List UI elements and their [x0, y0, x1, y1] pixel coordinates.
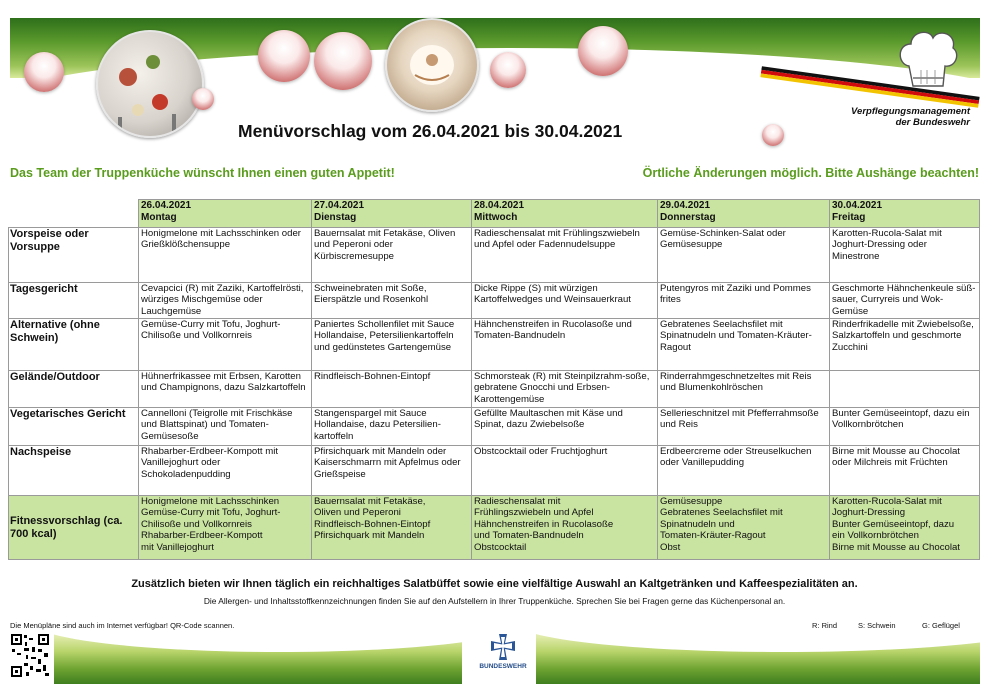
brand-label: Verpflegungsmanagement der Bundeswehr [851, 106, 970, 128]
legend-poultry: G: Geflügel [922, 621, 960, 630]
menu-cell: Gefüllte Maultaschen mit Käse und Spinat, dazu Zwiebelsoße [472, 408, 658, 446]
menu-cell: Putengyros mit Zaziki und Pommes frites [658, 283, 830, 319]
menu-cell: Cevapcici (R) mit Zaziki, Kartoffelrösti, würziges Mischgemüse oder Lauchgemüse [139, 283, 312, 319]
menu-cell [830, 371, 980, 408]
decor-orb [490, 52, 526, 88]
menu-cell: Hähnchenstreifen in Rucolasoße und Tomaten-Bandnudeln [472, 319, 658, 371]
table-header-row [9, 200, 980, 228]
footer-band-left [54, 634, 462, 684]
table-row-dessert [9, 446, 980, 496]
row-label: Vegetarisches Gericht [9, 408, 139, 446]
decor-orb [258, 30, 310, 82]
menu-cell: Rindfleisch-Bohnen-Eintopf [312, 371, 472, 408]
menu-cell: Dicke Rippe (S) mit würzigen Kartoffelwedges und Weinsauerkraut [472, 283, 658, 319]
header-empty-cell [9, 200, 139, 228]
menu-cell: Hühnerfrikassee mit Erbsen, Karotten und Champignons, dazu Salzkartoffeln [139, 371, 312, 408]
footer-band-right [536, 634, 980, 684]
day-header-friday: 30.04.2021 Freitag [830, 200, 980, 228]
decor-orb [578, 26, 628, 76]
legend-pork: S: Schwein [858, 621, 896, 630]
decor-orb [762, 124, 784, 146]
decor-orb [192, 88, 214, 110]
menu-cell: Gebratenes Seelachsfilet mit Spinatnudeln und Tomaten-Kräuter-Ragout [658, 319, 830, 371]
menu-cell: Rinderrahmgeschnetzeltes mit Reis und Blumenkohlröschen [658, 371, 830, 408]
bundeswehr-logo: BUNDESWEHR [478, 633, 528, 670]
table-row-vegetarian [9, 408, 980, 446]
fitness-cell: Karotten-Rucola-Salat mit Joghurt-Dressing Bunter Gemüseeintopf, dazu ein Vollkornbrötchen Birne mit Mousse au Chocolat [830, 496, 980, 560]
menu-cell: Obstcocktail oder Fruchtjoghurt [472, 446, 658, 496]
greeting-right: Örtliche Änderungen möglich. Bitte Aushänge beachten! [642, 166, 979, 180]
menu-table [8, 199, 980, 560]
menu-cell: Schweinebraten mit Soße, Eierspätzle und Rosenkohl [312, 283, 472, 319]
menu-cell: Bauernsalat mit Fetakäse, Oliven und Peperoni oder Kürbiscremesuppe [312, 228, 472, 283]
allergen-note: Die Allergen- und Inhaltsstoffkennzeichnungen finden Sie auf den Aufstellern in Ihrer Truppenküche. Sprechen Sie bei Fragen gerne das Küchenpersonal an. [203, 596, 786, 606]
menu-cell: Radieschensalat mit Frühlingszwiebeln und Apfel oder Fadennudelsuppe [472, 228, 658, 283]
menu-cell: Gemüse-Curry mit Tofu, Joghurt-Chilisoße und Vollkornreis [139, 319, 312, 371]
table-row-fitness [9, 496, 980, 560]
menu-cell: Gemüse-Schinken-Salat oder Gemüsesuppe [658, 228, 830, 283]
menu-cell: Birne mit Mousse au Chocolat oder Milchreis mit Früchten [830, 446, 980, 496]
menu-cell: Cannelloni (Teigrolle mit Frischkäse und Blattspinat) und Tomaten-Gemüsesoße [139, 408, 312, 446]
table-row-main [9, 283, 980, 319]
row-label: Tagesgericht [9, 283, 139, 319]
fitness-cell: Gemüsesuppe Gebratenes Seelachsfilet mit Spinatnudeln und Tomaten-Kräuter-Ragout Obst [658, 496, 830, 560]
table-row-alternative [9, 319, 980, 371]
day-header-wednesday: 28.04.2021 Mittwoch [472, 200, 658, 228]
food-photo-dessert [385, 18, 479, 112]
fitness-cell: Honigmelone mit Lachsschinken Gemüse-Curry mit Tofu, Joghurt- Chilisoße und Vollkornreis Rhabarber-Erdbeer-Kompott mit Vanillejoghurt [139, 496, 312, 560]
fitness-cell: Radieschensalat mit Frühlingszwiebeln und Apfel Hähnchenstreifen in Rucolasoße und Tomaten-Bandnudeln Obstcocktail [472, 496, 658, 560]
qr-code-icon[interactable] [10, 633, 50, 678]
qr-note: Die Menüpläne sind auch im Internet verfügbar! QR-Code scannen. [10, 621, 235, 630]
day-header-tuesday: 27.04.2021 Dienstag [312, 200, 472, 228]
day-header-monday: 26.04.2021 Montag [139, 200, 312, 228]
menu-cell: Sellerieschnitzel mit Pfefferrahmsoße und Reis [658, 408, 830, 446]
page-title: Menüvorschlag vom 26.04.2021 bis 30.04.2021 [238, 121, 623, 141]
iron-cross-icon [490, 633, 516, 661]
row-label: Gelände/Outdoor [9, 371, 139, 408]
table-row-starter [9, 228, 980, 283]
menu-cell: Bunter Gemüseeintopf, dazu ein Vollkornbrötchen [830, 408, 980, 446]
menu-cell: Karotten-Rucola-Salat mit Joghurt-Dressing oder Minestrone [830, 228, 980, 283]
row-label: Fitnessvorschlag (ca. 700 kcal) [9, 496, 139, 560]
menu-cell: Erdbeercreme oder Streuselkuchen oder Vanillepudding [658, 446, 830, 496]
menu-cell: Rhabarber-Erdbeer-Kompott mit Vanillejoghurt oder Schokoladenpudding [139, 446, 312, 496]
decor-orb [24, 52, 64, 92]
table-row-outdoor [9, 371, 980, 408]
greeting-left: Das Team der Truppenküche wünscht Ihnen einen guten Appetit! [10, 166, 395, 180]
menu-cell: Pfirsichquark mit Mandeln oder Kaiserschmarrn mit Apfelmus oder Grießspeise [312, 446, 472, 496]
chef-hat-icon [895, 26, 959, 96]
row-label: Nachspeise [9, 446, 139, 496]
menu-cell: Rinderfrikadelle mit Zwiebelsoße, Salzkartoffeln und geschmorte Zucchini [830, 319, 980, 371]
fitness-cell: Bauernsalat mit Fetakäse, Oliven und Peperoni Rindfleisch-Bohnen-Eintopf Pfirsichquark mit Mandeln [312, 496, 472, 560]
legend-beef: R: Rind [812, 621, 838, 630]
day-header-thursday: 29.04.2021 Donnerstag [658, 200, 830, 228]
menu-cell: Stangenspargel mit Sauce Hollandaise, dazu Petersilien-kartoffeln [312, 408, 472, 446]
menu-cell: Schmorsteak (R) mit Steinpilzrahm-soße, gebratene Gnocchi und Erbsen-Karottengemüse [472, 371, 658, 408]
menu-cell: Geschmorte Hähnchenkeule süß-sauer, Curryreis und Wok-Gemüse [830, 283, 980, 319]
menu-cell: Honigmelone mit Lachsschinken oder Grießklößchensuppe [139, 228, 312, 283]
menu-cell: Paniertes Schollenfilet mit Sauce Hollandaise, Petersilienkartoffeln und gedünstetes Gartengemüse [312, 319, 472, 371]
row-label: Alternative (ohne Schwein) [9, 319, 139, 371]
decor-orb [314, 32, 372, 90]
salad-buffet-note: Zusätzlich bieten wir Ihnen täglich ein reichhaltiges Salatbüffet sowie eine vielfältige Auswahl an Kaltgetränken und Kaffeespezialitäten an. [131, 578, 858, 590]
row-label: Vorspeise oder Vorsuppe [9, 228, 139, 283]
food-photo-appetizer [96, 30, 204, 138]
